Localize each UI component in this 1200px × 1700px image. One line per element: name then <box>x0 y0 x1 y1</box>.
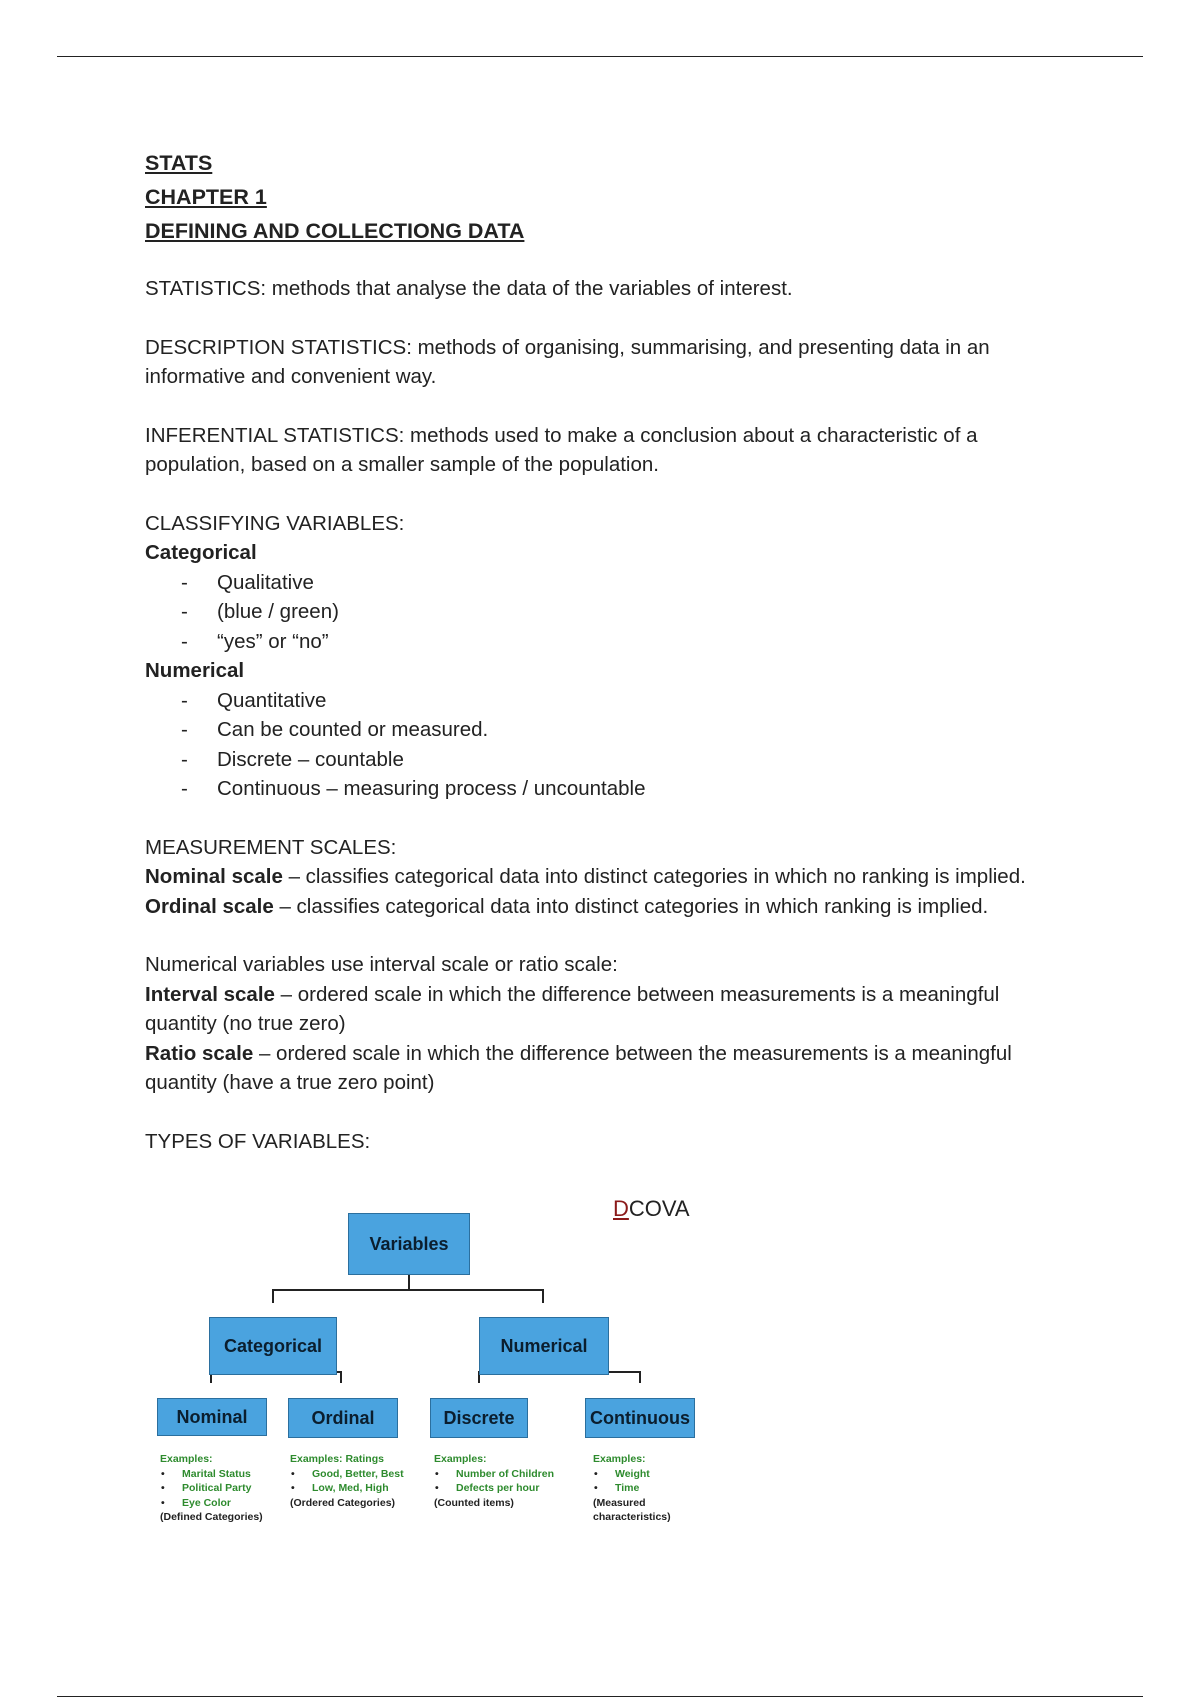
document-body <box>145 146 1075 1156</box>
examples-nominal: Examples: • Marital Status • Political Party • Eye Color (Defined Categories) <box>160 1452 285 1525</box>
list-item: • Time <box>593 1481 693 1496</box>
definition-inferential: INFERENTIAL STATISTICS: methods used to make a conclusion about a characteristic of a population, based on a smaller sample of the population. <box>145 423 978 476</box>
list-item: • Weight <box>593 1467 693 1482</box>
node-continuous: Continuous <box>585 1398 695 1438</box>
classifying-title: CLASSIFYING VARIABLES: <box>145 511 405 535</box>
numerical-scales-intro: Numerical variables use interval scale or ratio scale: <box>145 953 618 976</box>
definition-descriptive: DESCRIPTION STATISTICS: methods of organising, summarising, and presenting data in an informative and convenient way. <box>145 335 990 388</box>
list-item: • Marital Status <box>160 1467 285 1482</box>
list-item: - Quantitative <box>181 688 327 712</box>
list-item: • Eye Color <box>160 1496 285 1511</box>
examples-ordinal: Examples: Ratings • Good, Better, Best • Low, Med, High (Ordered Categories) <box>290 1452 420 1510</box>
examples-continuous: Examples: • Weight • Time (Measured characteristics) <box>593 1452 693 1525</box>
list-item: • Number of Children <box>434 1467 574 1482</box>
types-title: TYPES OF VARIABLES: <box>145 1129 371 1153</box>
definition-statistics: STATISTICS: methods that analyse the data of the variables of interest. <box>145 277 793 300</box>
ratio-scale-definition: Ratio scale – ordered scale in which the difference between the measurements is a meaningful quantity (have a true zero point) <box>145 1041 1012 1094</box>
nominal-scale-definition: Nominal scale – classifies categorical data into distinct categories in which no ranking is implied. <box>145 865 1026 888</box>
list-item: • Low, Med, High <box>290 1481 420 1496</box>
numerical-list <box>145 686 1075 804</box>
top-rule <box>57 56 1143 57</box>
categorical-list <box>145 568 1075 657</box>
list-item: - Can be counted or measured. <box>181 718 489 741</box>
list-item: - Qualitative <box>181 570 314 594</box>
list-item: - “yes” or “no” <box>181 629 329 653</box>
categorical-label: Categorical <box>145 541 257 564</box>
list-item: - (blue / green) <box>181 600 339 623</box>
node-nominal: Nominal <box>157 1398 267 1436</box>
measurement-title: MEASUREMENT SCALES: <box>145 835 397 859</box>
heading-title: DEFINING AND COLLECTIONG DATA <box>145 219 525 243</box>
numerical-label: Numerical <box>145 659 245 682</box>
node-numerical: Numerical <box>479 1317 609 1375</box>
list-item: - Continuous – measuring process / uncountable <box>181 777 646 800</box>
list-item: • Political Party <box>160 1481 285 1496</box>
heading-chapter: CHAPTER 1 <box>145 185 267 209</box>
examples-discrete: Examples: • Number of Children • Defects per hour (Counted items) <box>434 1452 574 1510</box>
dcova-label: DCOVA <box>613 1196 690 1221</box>
heading-stats: STATS <box>145 151 213 175</box>
node-categorical: Categorical <box>209 1317 337 1375</box>
list-item: • Defects per hour <box>434 1481 574 1496</box>
node-ordinal: Ordinal <box>288 1398 398 1438</box>
types-of-variables-diagram <box>150 1195 695 1540</box>
list-item: • Good, Better, Best <box>290 1467 420 1482</box>
ordinal-scale-definition: Ordinal scale – classifies categorical data into distinct categories in which ranking is implied. <box>145 894 989 918</box>
node-discrete: Discrete <box>430 1398 528 1438</box>
list-item: - Discrete – countable <box>181 747 404 771</box>
bottom-rule <box>57 1696 1143 1697</box>
interval-scale-definition: Interval scale – ordered scale in which the difference between measurements is a meaningful quantity (no true zero) <box>145 982 1000 1035</box>
node-variables: Variables <box>348 1213 470 1275</box>
